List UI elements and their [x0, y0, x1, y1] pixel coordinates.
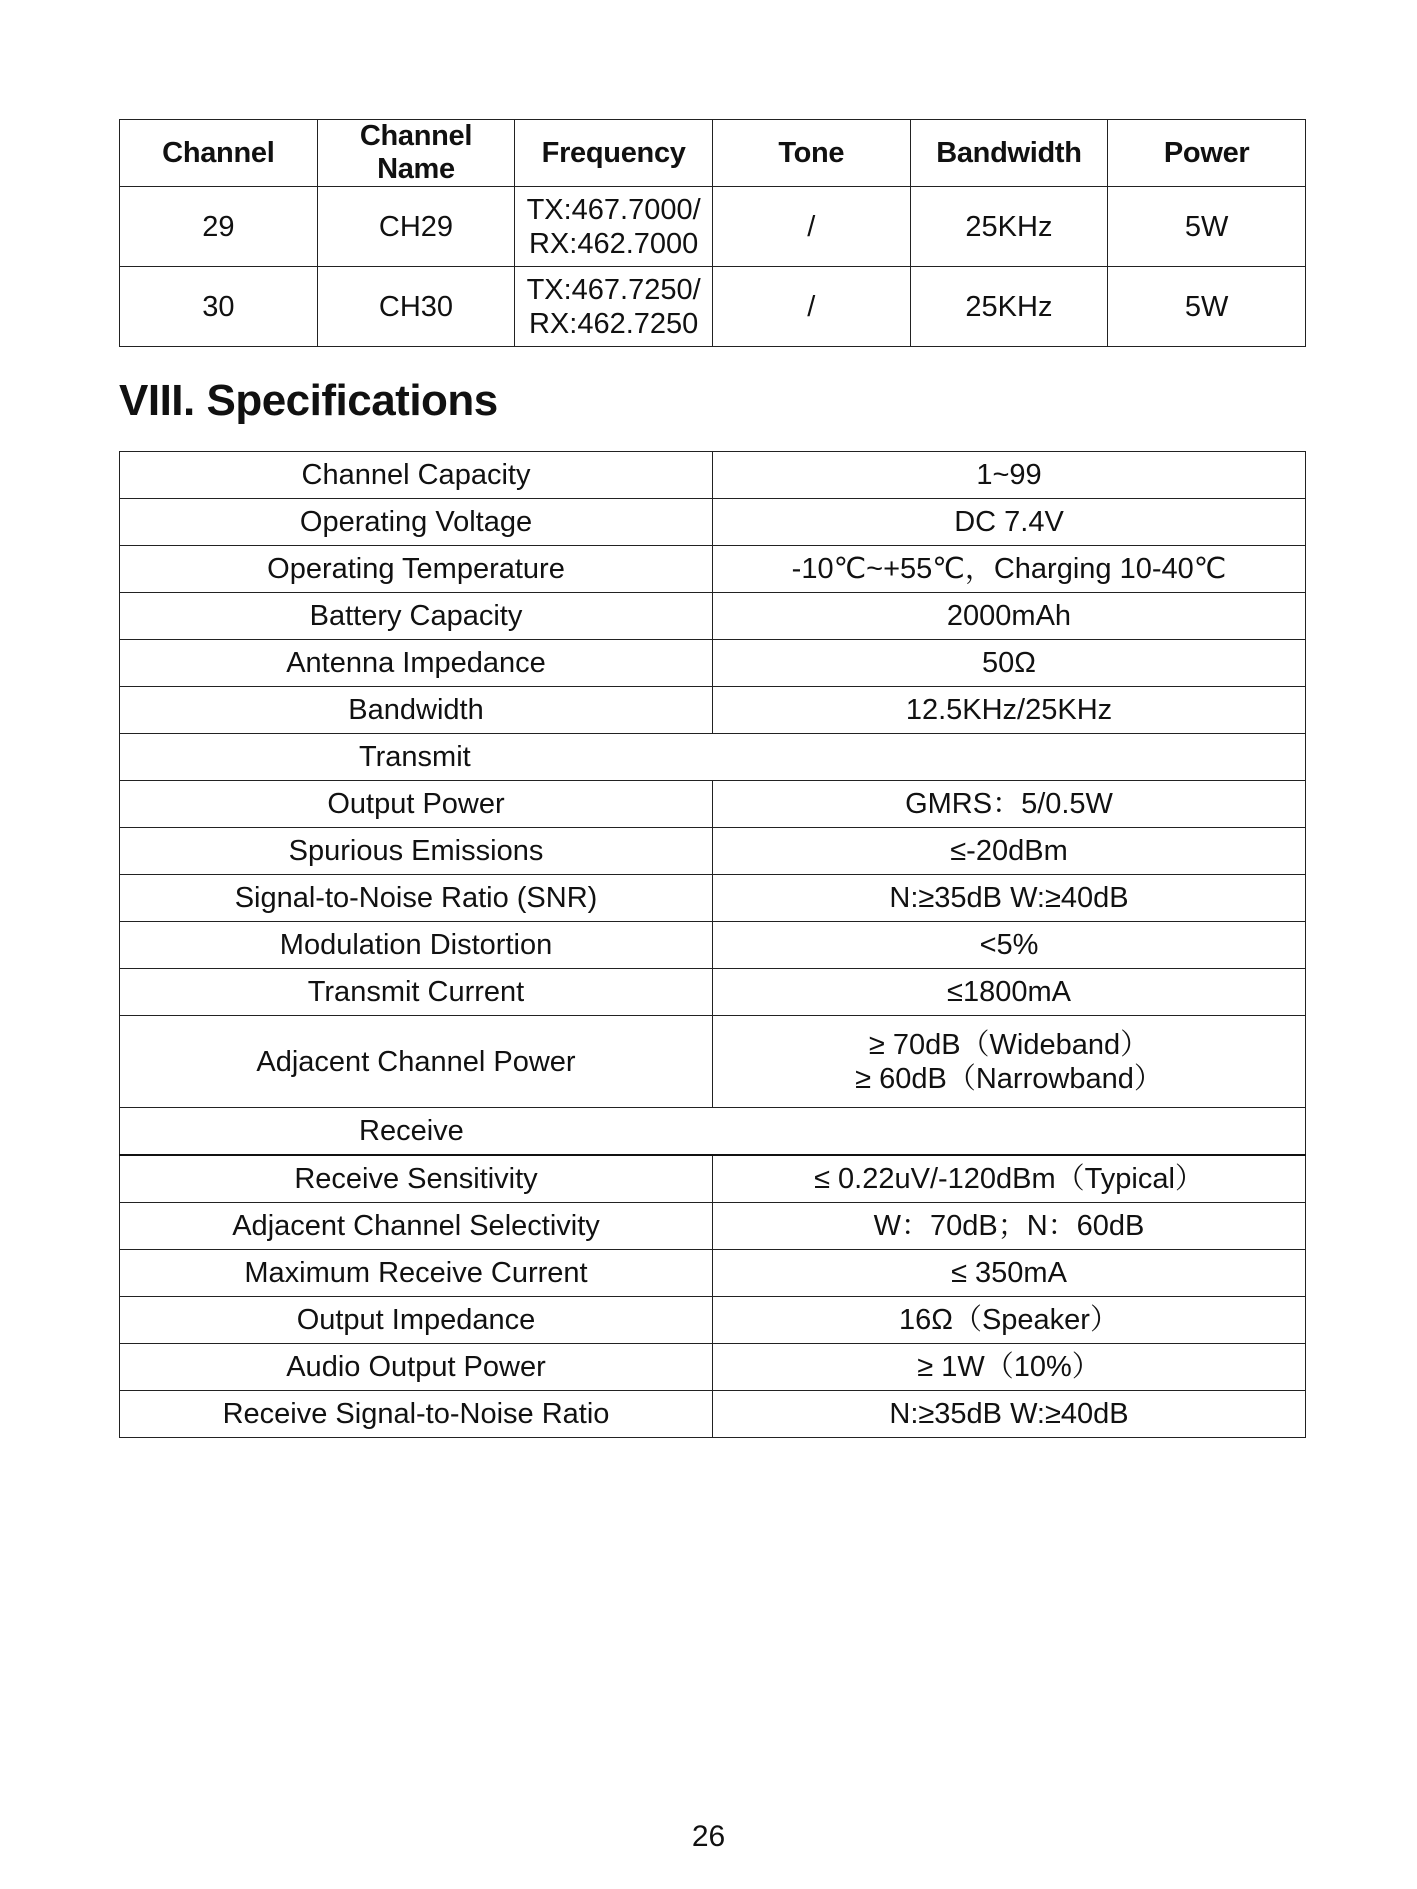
spec-row	[120, 593, 1306, 640]
spec-label: Output Impedance	[120, 1297, 713, 1344]
spec-row	[120, 1344, 1306, 1391]
table-row	[120, 187, 1306, 267]
spec-row	[120, 1297, 1306, 1344]
spec-row	[120, 781, 1306, 828]
spec-value: ≥ 1W（10%）	[713, 1344, 1306, 1391]
spec-row	[120, 875, 1306, 922]
spec-row	[120, 1250, 1306, 1297]
spec-value: N:≥35dB W:≥40dB	[713, 875, 1306, 922]
spec-label: Modulation Distortion	[120, 922, 713, 969]
section-label-receive: Receive	[120, 1108, 1306, 1156]
channel-number: 29	[120, 187, 318, 267]
section-label-transmit: Transmit	[120, 734, 1306, 781]
section-row-transmit	[120, 734, 1306, 781]
spec-row	[120, 499, 1306, 546]
spec-label: Adjacent Channel Power	[120, 1016, 713, 1108]
specifications-table	[119, 451, 1306, 1438]
frequency-tx: TX:467.7000/	[526, 193, 701, 226]
channel-frequency	[515, 187, 713, 267]
channel-table-header-row	[120, 120, 1306, 187]
frequency-rx: RX:462.7250	[528, 307, 699, 340]
spec-label: Audio Output Power	[120, 1344, 713, 1391]
spec-label: Operating Voltage	[120, 499, 713, 546]
spec-row	[120, 1391, 1306, 1438]
spec-value-wideband: ≥ 70dB（Wideband）	[868, 1028, 1150, 1061]
channel-frequency	[515, 267, 713, 347]
channel-number: 30	[120, 267, 318, 347]
spec-row	[120, 1016, 1306, 1108]
channel-name: CH30	[317, 267, 515, 347]
spec-value: 1~99	[713, 452, 1306, 499]
spec-label: Channel Capacity	[120, 452, 713, 499]
frequency-rx: RX:462.7000	[528, 227, 699, 260]
spec-label: Bandwidth	[120, 687, 713, 734]
header-channel: Channel	[120, 120, 318, 187]
spec-label: Battery Capacity	[120, 593, 713, 640]
spec-label: Signal-to-Noise Ratio (SNR)	[120, 875, 713, 922]
page-number: 26	[691, 1820, 726, 1853]
spec-label: Adjacent Channel Selectivity	[120, 1203, 713, 1250]
spec-row	[120, 687, 1306, 734]
channel-power: 5W	[1108, 187, 1306, 267]
spec-value: ≤1800mA	[713, 969, 1306, 1016]
channel-tone: /	[712, 267, 910, 347]
spec-row	[120, 452, 1306, 499]
spec-value: 16Ω（Speaker）	[713, 1297, 1306, 1344]
spec-value: W：70dB；N：60dB	[713, 1203, 1306, 1250]
header-bandwidth: Bandwidth	[910, 120, 1108, 187]
spec-label: Antenna Impedance	[120, 640, 713, 687]
spec-label: Maximum Receive Current	[120, 1250, 713, 1297]
frequency-tx: TX:467.7250/	[526, 273, 701, 306]
spec-value: 2000mAh	[713, 593, 1306, 640]
header-power: Power	[1108, 120, 1306, 187]
spec-value: ≤ 350mA	[713, 1250, 1306, 1297]
spec-row	[120, 828, 1306, 875]
channel-name: CH29	[317, 187, 515, 267]
spec-label: Transmit Current	[120, 969, 713, 1016]
spec-row	[120, 640, 1306, 687]
spec-value: DC 7.4V	[713, 499, 1306, 546]
spec-label: Receive Signal-to-Noise Ratio	[120, 1391, 713, 1438]
spec-value: ≤ 0.22uV/-120dBm（Typical）	[713, 1155, 1306, 1203]
channel-bandwidth: 25KHz	[910, 267, 1108, 347]
spec-value: GMRS：5/0.5W	[713, 781, 1306, 828]
section-heading: VIII. Specifications	[119, 376, 498, 425]
spec-label: Output Power	[120, 781, 713, 828]
section-row-receive	[120, 1108, 1306, 1156]
table-row	[120, 267, 1306, 347]
channel-tone: /	[712, 187, 910, 267]
spec-row	[120, 1155, 1306, 1203]
spec-value: ≤-20dBm	[713, 828, 1306, 875]
spec-value: -10℃~+55℃，Charging 10-40℃	[713, 546, 1306, 593]
spec-row	[120, 546, 1306, 593]
header-tone: Tone	[712, 120, 910, 187]
spec-value-narrowband: ≥ 60dB（Narrowband）	[855, 1062, 1163, 1095]
spec-label: Receive Sensitivity	[120, 1155, 713, 1203]
spec-value: 12.5KHz/25KHz	[713, 687, 1306, 734]
spec-row	[120, 969, 1306, 1016]
spec-label: Operating Temperature	[120, 546, 713, 593]
spec-value: <5%	[713, 922, 1306, 969]
spec-label: Spurious Emissions	[120, 828, 713, 875]
spec-value: N:≥35dB W:≥40dB	[713, 1391, 1306, 1438]
spec-row	[120, 922, 1306, 969]
spec-value	[713, 1016, 1306, 1108]
header-frequency: Frequency	[515, 120, 713, 187]
channel-bandwidth: 25KHz	[910, 187, 1108, 267]
header-channel-name: Channel Name	[317, 120, 515, 187]
channel-table	[119, 119, 1306, 347]
channel-power: 5W	[1108, 267, 1306, 347]
spec-value: 50Ω	[713, 640, 1306, 687]
spec-row	[120, 1203, 1306, 1250]
